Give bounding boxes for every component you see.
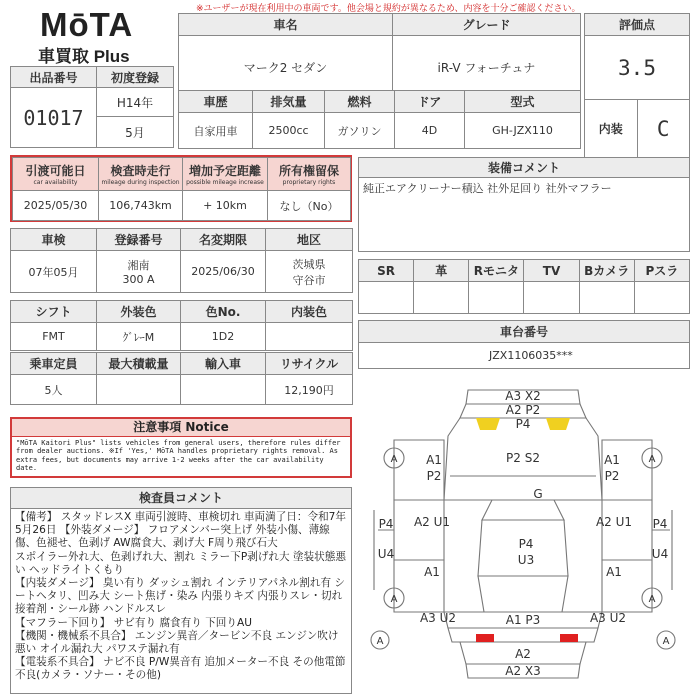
- diagram-label: U4: [377, 547, 395, 561]
- reg-header: 地区: [266, 229, 353, 251]
- car-name-label: 車名: [179, 14, 393, 36]
- import-value: [181, 375, 266, 405]
- shift-header: シフト: [11, 301, 97, 323]
- wheel-label: A: [390, 594, 398, 605]
- option-cell: [414, 282, 469, 314]
- damage-mark-red-right: [560, 634, 578, 642]
- option-cell: [524, 282, 579, 314]
- proprietary-sub: proprietary rights: [282, 179, 336, 186]
- mileage-increase-label: 増加予定距離: [188, 164, 261, 178]
- mileage-sub: mileage during inspection: [101, 179, 180, 186]
- capacity-header: 輸入車: [181, 353, 266, 375]
- availability-date-value: 2025/05/30: [13, 191, 99, 221]
- exterior-color-value: ｸﾞﾚｰM: [97, 323, 181, 351]
- option-header: Pスラ: [634, 260, 689, 282]
- brand-logo: MōTA: [40, 6, 134, 43]
- score-label: 評価点: [585, 14, 690, 36]
- spec-value: 2500cc: [253, 113, 325, 149]
- grade-label: グレード: [393, 14, 581, 36]
- spec-value: 4D: [395, 113, 465, 149]
- option-header: TV: [524, 260, 579, 282]
- first-reg-month: 5月: [97, 117, 174, 148]
- reg-header: 車検: [11, 229, 97, 251]
- mileage-increase-sub: possible mileage increase: [186, 179, 264, 186]
- proprietary-value: なし（No）: [268, 191, 351, 221]
- first-reg-year: H14年: [97, 88, 174, 117]
- inspector-box: [10, 487, 352, 694]
- spec-header: 車歴: [179, 91, 253, 113]
- area-city: 守谷市: [292, 273, 326, 287]
- first-reg-label: 初度登録: [97, 67, 174, 88]
- diagram-label: P2: [604, 469, 620, 483]
- option-cell: [469, 282, 524, 314]
- max-load-value: [97, 375, 181, 405]
- diagram-label: A1: [424, 565, 440, 579]
- diagram-label: A2 U1: [413, 515, 451, 529]
- diagram-label: P4: [378, 517, 394, 531]
- chassis-label: 車台番号: [359, 321, 690, 343]
- listing-no-value: 01017: [11, 88, 97, 148]
- chassis-value: JZX1106035***: [359, 343, 690, 369]
- shift-header: 外装色: [97, 301, 181, 323]
- spec-header: ドア: [395, 91, 465, 113]
- availability-table: [12, 157, 351, 221]
- diagram-label: A2 X3: [505, 664, 541, 678]
- option-cell: [359, 282, 414, 314]
- car-name-value: マーク2 セダン: [179, 36, 393, 100]
- notice-title: 注意事項 Notice: [12, 419, 350, 437]
- grade-value: iR-V フォーチュナ: [393, 36, 581, 100]
- plate-number: 300 A: [122, 273, 155, 286]
- diagram-label: A3 X2: [505, 389, 541, 403]
- damage-mark-yellow-left: [476, 418, 500, 430]
- wheel-label: A: [376, 636, 384, 647]
- spec-header: 燃料: [325, 91, 395, 113]
- damage-mark-yellow-right: [546, 418, 570, 430]
- listing-table: [10, 66, 174, 148]
- interior-value: C: [637, 100, 690, 158]
- diagram-label: P2: [426, 469, 442, 483]
- interior-color-value: [266, 323, 353, 351]
- spec-header: 排気量: [253, 91, 325, 113]
- diagram-label: U4: [651, 547, 669, 561]
- diagram-label: A2 U1: [595, 515, 633, 529]
- diagram-label: P4: [515, 417, 531, 431]
- diagram-label: P2 S2: [506, 451, 540, 465]
- spec-value: ガソリン: [325, 113, 395, 149]
- shift-header: 内装色: [266, 301, 353, 323]
- option-cell: [579, 282, 634, 314]
- wheel-label: A: [648, 594, 656, 605]
- reg-header: 名変期限: [181, 229, 266, 251]
- diagram-label: P4: [652, 517, 668, 531]
- diagram-label: A1: [426, 453, 442, 467]
- diagram-label: U3: [517, 553, 535, 567]
- color-no-value: 1D2: [181, 323, 266, 351]
- capacity-header: リサイクル: [266, 353, 353, 375]
- options-table: [358, 259, 690, 314]
- diagram-label: A3 U2: [419, 611, 457, 625]
- availability-date-sub: car availability: [33, 179, 78, 186]
- equipment-table: [358, 157, 690, 252]
- specs-table: [178, 90, 581, 149]
- diagram-label: A3 U2: [589, 611, 627, 625]
- brand-subtitle: 車買取 Plus: [38, 47, 130, 66]
- registration-table: [10, 228, 353, 293]
- capacity-header: 乗車定員: [11, 353, 97, 375]
- capacity-table: [10, 352, 353, 405]
- damage-mark-red-left: [476, 634, 494, 642]
- diagram-label: A2: [515, 647, 531, 661]
- diagram-label: P4: [518, 537, 534, 551]
- area-pref: 茨城県: [292, 257, 326, 271]
- wheel-label: A: [648, 454, 656, 465]
- spec-value: 自家用車: [179, 113, 253, 149]
- diagram-label: A1: [604, 453, 620, 467]
- option-cell: [634, 282, 689, 314]
- option-header: Rモニタ: [469, 260, 524, 282]
- wheel-label: A: [662, 636, 670, 647]
- mileage-value: 106,743km: [99, 191, 183, 221]
- diagram-label: A1: [606, 565, 622, 579]
- chassis-table: [358, 320, 690, 369]
- diagram-label: A1 P3: [505, 613, 541, 627]
- equipment-value: 純正エアクリーナー積込 社外足回り 社外マフラー: [359, 178, 690, 252]
- score-table: [584, 13, 690, 158]
- spec-value: GH-JZX110: [465, 113, 581, 149]
- wheel-label: A: [390, 454, 398, 465]
- listing-no-label: 出品番号: [11, 67, 97, 88]
- shift-header: 色No.: [181, 301, 266, 323]
- inspector-label: 検査員コメント: [11, 488, 351, 509]
- spec-header: 型式: [465, 91, 581, 113]
- option-header: Bカメラ: [579, 260, 634, 282]
- notice-body: "MōTA Kaitori Plus" lists vehicles from general users, therefore rules differ from dealer auctions. ※If 'Yes,' MōTA handles proprietary rights removal. As extra fees, but documents may arrive 1-2 weeks after the car availability date.: [16, 439, 341, 472]
- inspector-comment: 【備考】 スタッドレスX 車両引渡時、車検切れ 車両満了日：令和7年5月26日 【外装ダメージ】 フロアメンバー突上げ 外装小傷、薄線傷、色褪せ、色剥げ AW腐食大、剥げ大 F周り飛び石大 スポイラー外れ大、色剥げれ大、割れ ミラー下P剥げれ大 塗装状態悪い ヘッドライトくもり 【内装ダメージ】 臭い有り ダッシュ割れ インテリアパネル割れ有 シートヘタリ、凹み大 シート焦げ・染み 内張りキズ 内張りスレ・切れ 接着剤・シール跡 ハンドルスレ 【マフラー下回り】 サビ有り 腐食有り 下回りAU 【機関・機械系不具合】 エンジン異音／タービン不良 エンジン吹け悪い オイル漏れ大 パワステ漏れ有 【電装系不具合】 ナビ不良 P/W異音有 追加メーター不良 その他電節不良(カメラ・ソナー・その他): [15, 511, 346, 682]
- shaken-value: 07年05月: [11, 251, 97, 293]
- score-value: 3.5: [585, 36, 690, 100]
- diagram-label: G: [533, 487, 543, 501]
- diagram-label: A2 P2: [505, 403, 541, 417]
- mileage-label: 検査時走行: [110, 164, 171, 178]
- shift-value: FMT: [11, 323, 97, 351]
- option-header: SR: [359, 260, 414, 282]
- proprietary-label: 所有権留保: [278, 164, 339, 178]
- interior-label: 内装: [585, 100, 638, 158]
- recycle-value: 12,190円: [266, 375, 353, 405]
- name-change-deadline: 2025/06/30: [181, 251, 266, 293]
- damage-diagram: [358, 380, 690, 696]
- notice-box: [10, 417, 352, 478]
- shift-table: [10, 300, 353, 351]
- option-header: 革: [414, 260, 469, 282]
- car-table: [178, 13, 581, 100]
- mileage-increase-value: + 10km: [183, 191, 268, 221]
- equipment-label: 装備コメント: [359, 158, 690, 178]
- capacity-value: 5人: [11, 375, 97, 405]
- reg-header: 登録番号: [97, 229, 181, 251]
- top-notice-text: ※ユーザーが現在利用中の車両です。他会場と規約が異なるため、内容を十分ご確認ください。: [196, 4, 581, 14]
- plate-region: 湘南: [127, 259, 150, 272]
- availability-date-label: 引渡可能日: [25, 164, 86, 178]
- capacity-header: 最大積載量: [97, 353, 181, 375]
